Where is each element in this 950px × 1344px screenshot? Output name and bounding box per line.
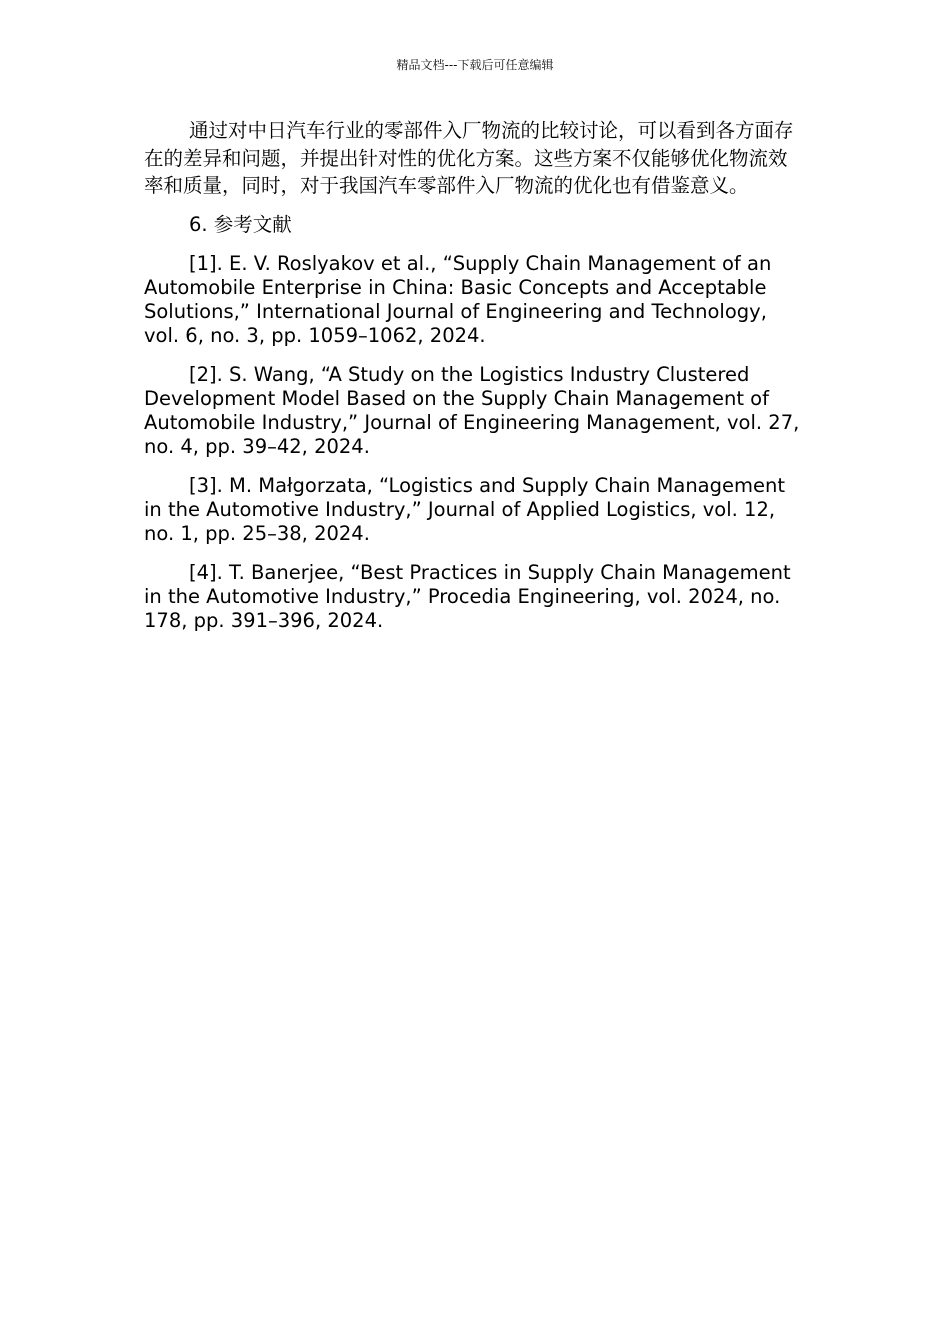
conclusion-paragraph: 通过对中日汽车行业的零部件入厂物流的比较讨论，可以看到各方面存在的差异和问题，并提出针对性的优化方案。这些方案不仅能够优化物流效率和质量，同时，对于我国汽车零部件入厂物流的优化也有借鉴意义。 — [144, 119, 794, 197]
document-body — [144, 117, 804, 648]
references-heading: 6. 参考文献 — [189, 212, 292, 236]
reference-item: [3]. M. Małgorzata, “Logistics and Supply Chain Management in the Automotive Industry,” Journal of Applied Logistics, vol. 12, no. 1, pp. 25–38, 2024. — [144, 473, 785, 545]
reference-item: [1]. E. V. Roslyakov et al., “Supply Chain Management of an Automobile Enterprise in China: Basic Concepts and Acceptable Solutions,” International Journal of Engineering and Technology, vol. 6, no. 3, pp. 1059–1062, 2024. — [144, 251, 772, 347]
reference-item: [2]. S. Wang, “A Study on the Logistics Industry Clustered Development Model Based on the Supply Chain Management of Automobile Industry,” Journal of Engineering Management, vol. 27, no. 4, pp. 39–42, 2024. — [144, 362, 800, 458]
page-header: 精品文档---下载后可任意编辑 — [396, 58, 554, 72]
reference-item: [4]. T. Banerjee, “Best Practices in Supply Chain Management in the Automotive Industry,” Procedia Engineering, vol. 2024, no. 178, pp. 391–396, 2024. — [144, 560, 791, 632]
